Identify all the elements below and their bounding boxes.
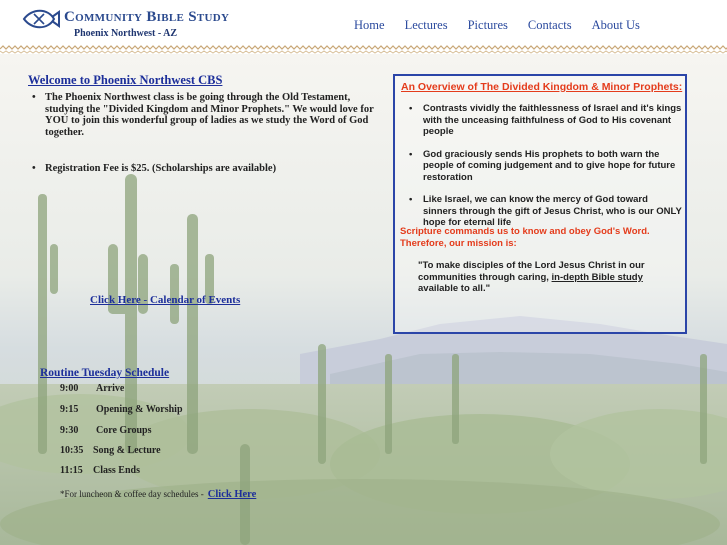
luncheon-schedule-link[interactable]: Click Here	[207, 489, 257, 500]
overview-item: • Contrasts vividly the faithlessness of Israel and it's kings with the unceasing faithfulness of God to His covenant people	[403, 103, 683, 138]
main-navigation	[354, 16, 656, 34]
footnote-text: *For luncheon & coffee day schedules -	[60, 489, 204, 499]
overview-item: • God graciously sends His prophets to both warn the people of coming judgement and to give hope for future restoration	[403, 149, 683, 184]
nav-pictures[interactable]: Pictures	[467, 18, 508, 32]
schedule-row	[60, 383, 124, 394]
mission-statement	[418, 260, 678, 295]
scripture-statement: Scripture commands us to know and obey God's Word. Therefore, our mission is:	[400, 226, 650, 249]
schedule-event: Opening & Worship	[96, 404, 183, 415]
schedule-row	[60, 425, 151, 436]
schedule-time: 9:30	[60, 425, 79, 436]
intro-list	[28, 92, 378, 175]
schedule-heading: Routine Tuesday Schedule	[40, 367, 170, 379]
schedule-event: Arrive	[96, 383, 125, 394]
mission-text-start: "To make disciples of the Lord Jesus Christ in our communities through caring,	[418, 260, 645, 283]
schedule-row	[60, 445, 161, 456]
fish-logo-icon[interactable]	[22, 8, 60, 30]
nav-home[interactable]: Home	[354, 18, 385, 32]
calendar-of-events-link[interactable]: Click Here - Calendar of Events	[90, 294, 241, 306]
bible-study-link[interactable]: in-depth Bible study	[551, 271, 643, 283]
nav-about-us[interactable]: About Us	[591, 18, 640, 32]
mission-text-end: available to all."	[418, 283, 491, 294]
welcome-heading: Welcome to Phoenix Northwest CBS	[28, 73, 223, 87]
nav-lectures[interactable]: Lectures	[404, 18, 448, 32]
schedule-time: 10:35	[60, 445, 84, 456]
logo-subtitle: Phoenix Northwest - AZ	[74, 28, 178, 39]
schedule-event: Core Groups	[96, 425, 152, 436]
overview-item: • Like Israel, we can know the mercy of God toward sinners through the gift of Jesus Christ, who is our ONLY hope for eternal life	[403, 194, 683, 229]
nav-contacts[interactable]: Contacts	[527, 18, 572, 32]
schedule-event: Song & Lecture	[93, 445, 161, 456]
header-divider	[0, 44, 727, 54]
intro-item-registration: • Registration Fee is $25. (Scholarships are available)	[28, 163, 378, 175]
luncheon-footnote	[60, 489, 256, 500]
schedule-time: 11:15	[60, 465, 83, 476]
schedule-time: 9:00	[60, 383, 79, 394]
logo-title[interactable]: Community Bible Study	[64, 9, 230, 25]
schedule-row	[60, 465, 140, 476]
overview-heading: An Overview of The Divided Kingdom & Minor Prophets:	[401, 81, 683, 93]
schedule-row	[60, 404, 183, 415]
overview-panel	[393, 74, 687, 334]
schedule-time: 9:15	[60, 404, 79, 415]
site-header	[0, 0, 727, 48]
schedule-event: Class Ends	[93, 465, 140, 476]
overview-list	[403, 103, 683, 240]
intro-item-class: • The Phoenix Northwest class is be going through the Old Testament, studying the "Divided Kingdom and Minor Prophets." We would love for YOU to join this wonderful group of ladies as we study the Word of God together.	[28, 92, 378, 138]
